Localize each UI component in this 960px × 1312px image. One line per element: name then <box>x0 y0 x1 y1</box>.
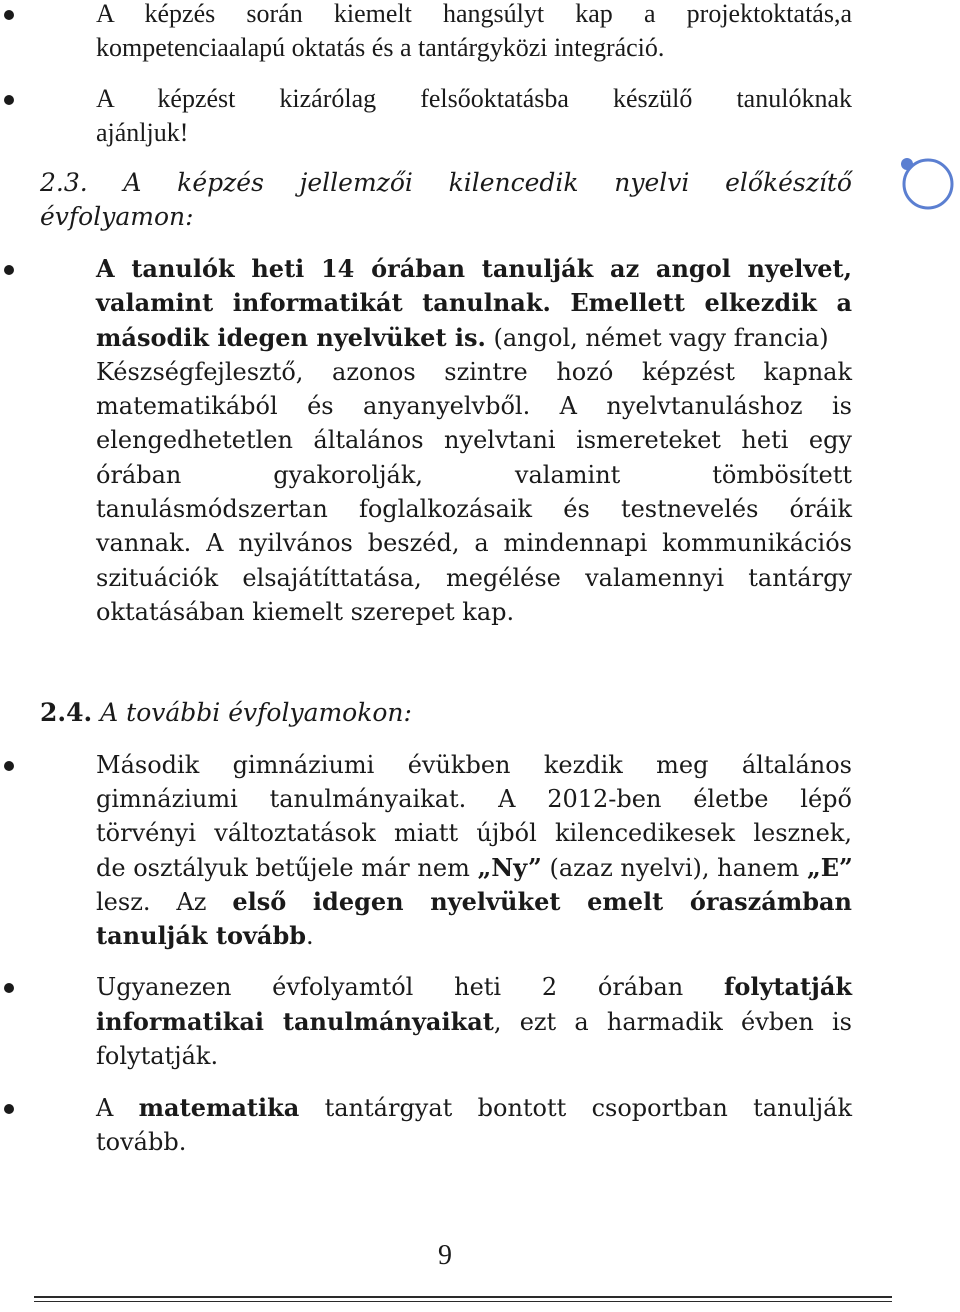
footer-rule-thin <box>34 1301 892 1302</box>
bullet-icon <box>4 1104 14 1114</box>
section-2-3-heading-cont: évfolyamon: <box>40 202 194 231</box>
section-2-4-b3-line-1-bold: matematika <box>138 1093 300 1122</box>
section-2-4-b1-line-1: Második gimnáziumi évükben kezdik meg általános <box>96 751 852 779</box>
section-2-3-line-5: matematikából és anyanyelvből. A nyelvtanuláshoz is <box>96 392 852 420</box>
section-2-3-heading <box>40 165 852 201</box>
intro-bullet-2-line-1: A képzést kizárólag felsőoktatásba készülő tanulóknak <box>96 84 852 113</box>
section-2-4-b2-line-2 <box>96 1005 852 1039</box>
section-2-3-line-3-bold: második idegen nyelvüket is. <box>96 323 486 352</box>
section-2-4-b1-line-5 <box>96 885 852 919</box>
section-2-4-b1-line-4-b: (azaz nyelvi), hanem <box>541 854 807 882</box>
section-2-3-title: A képzés jellemzői kilencedik nyelvi előkészítő <box>123 168 852 197</box>
footer-rule <box>34 1296 892 1298</box>
section-2-3-line-6: elengedhetetlen általános nyelvtani ismereteket heti egy <box>96 426 852 454</box>
section-2-4-b2-line-1-bold: folytatják <box>724 972 852 1001</box>
intro-bullet-1-line-2: kompetenciaalapú oktatás és a tantárgyközi integráció. <box>96 33 665 62</box>
section-2-3-line-10: szituációk elsajátíttatása, megélése valamennyi tantárgy <box>96 564 852 592</box>
page-number: 9 <box>438 1240 452 1271</box>
section-2-4-b1-line-4-a: de osztályuk betűjele már nem <box>96 854 478 882</box>
section-2-4-heading <box>40 695 412 731</box>
section-2-4-b2-line-3: folytatják. <box>96 1042 219 1070</box>
section-2-4-b3-line-1 <box>96 1091 852 1125</box>
section-2-4-b3-line-2: tovább. <box>96 1128 187 1156</box>
section-2-4-b1-line-6-end: . <box>306 922 314 950</box>
section-2-4-b3-line-1-rest: tantárgyat bontott csoportban tanulják <box>299 1094 853 1122</box>
section-2-3-line-3 <box>96 321 852 355</box>
section-2-3-line-3-rest: (angol, német vagy francia) <box>485 324 829 352</box>
intro-bullet-1-line-1: A képzés során kiemelt hangsúlyt kap a projektoktatás,a <box>96 0 852 28</box>
section-2-4-b1-ny: „Ny” <box>477 853 542 882</box>
section-2-3-line-1: A tanulók heti 14 órában tanulják az angol nyelvet, <box>96 254 852 283</box>
section-2-4-b2-line-1 <box>96 970 852 1004</box>
bullet-icon <box>4 10 14 20</box>
section-2-4-b3-line-1-a: A <box>96 1094 139 1122</box>
section-2-3-line-11: oktatásában kiemelt szerepet kap. <box>96 598 515 626</box>
bullet-icon <box>4 95 14 105</box>
bullet-icon <box>4 761 14 771</box>
section-2-4-title: A további évfolyamokon: <box>100 698 412 727</box>
section-2-4-b1-line-5-bold: első idegen nyelvüket emelt óraszámban <box>232 887 852 916</box>
bullet-icon <box>4 265 14 275</box>
section-2-4-b2-line-1-a: Ugyanezen évfolyamtól heti 2 órában <box>96 973 725 1001</box>
section-2-4-number: 2.4. <box>40 698 93 727</box>
section-2-4-b1-line-3: törvényi változtatások miatt újból kilencedikesek lesznek, <box>96 819 852 847</box>
intro-bullet-2-line-2: ajánljuk! <box>96 118 189 147</box>
section-2-4-b1-e: „E” <box>806 853 853 882</box>
section-2-4-b1-line-4 <box>96 851 852 885</box>
section-2-4-b1-line-2: gimnáziumi tanulmányaikat. A 2012-ben életbe lépő <box>96 785 852 813</box>
section-2-3-line-8: tanulásmódszertan foglalkozásaik és testnevelés óráik <box>96 495 852 523</box>
section-2-3-line-4: Készségfejlesztő, azonos szintre hozó képzést kapnak <box>96 358 852 386</box>
section-2-4-b1-line-5-a: lesz. Az <box>96 888 233 916</box>
section-2-3-number: 2.3. <box>40 168 88 197</box>
section-2-3-line-9: vannak. A nyilvános beszéd, a mindennapi kommunikációs <box>96 529 852 557</box>
section-2-3-line-2: valamint informatikát tanulnak. Emellett elkezdik a <box>96 288 852 317</box>
section-2-3-line-7: órában gyakorolják, valamint tömbösített <box>96 461 852 489</box>
section-2-4-b1-line-6-bold: tanulják tovább <box>96 921 307 950</box>
section-2-4-b2-line-2-bold: informatikai tanulmányaikat <box>96 1007 494 1036</box>
section-2-4-b1-line-6 <box>96 919 852 953</box>
bullet-icon <box>4 983 14 993</box>
section-2-4-b2-line-2-rest: , ezt a harmadik évben is <box>493 1008 852 1036</box>
circle-bullet-decoration-icon <box>898 150 958 214</box>
